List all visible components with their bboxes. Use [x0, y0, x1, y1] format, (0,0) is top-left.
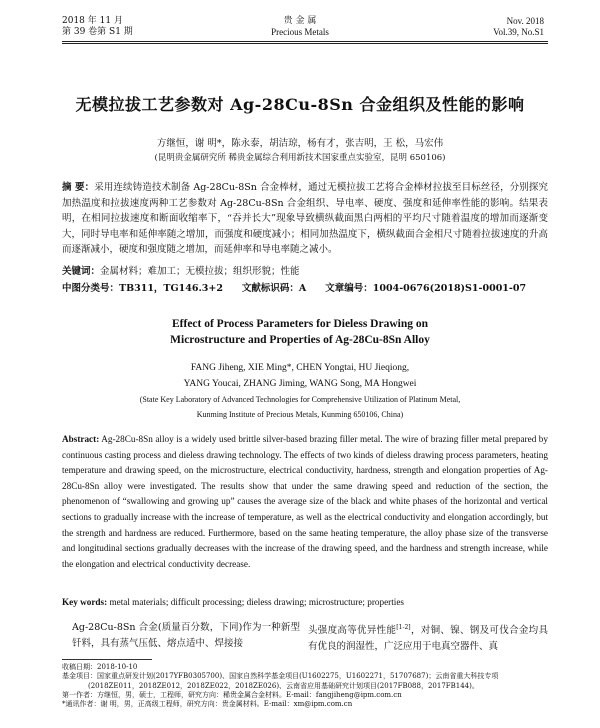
- footnote-first-author: 第一作者：方继恒，男，硕士，工程师，研究方向：稀贵金属合金材料。E-mail：fangjiheng@ipm.com.cn: [62, 690, 402, 699]
- footnote-corresponding-author: *通讯作者：谢 明，男，正高级工程师，研究方向：贵金属材料。E-mail：xm@ipm.com.cn: [62, 700, 353, 709]
- paper-title-en-line2: Microstructure and Properties of Ag-28Cu-8Sn Alloy: [170, 334, 430, 346]
- footnotes: [62, 663, 548, 709]
- citation-ref[interactable]: [1-2]: [396, 624, 411, 631]
- affiliation-en-line1: (State Key Laboratory of Advanced Technologies for Comprehensive Utilization of Platinum Metal,: [139, 395, 461, 404]
- header-volume-en: Vol.39, No.S1: [493, 27, 544, 37]
- affiliation-cn: (昆明贵金属研究所 稀贵金属综合利用新技术国家重点实验室，昆明 650106): [154, 153, 446, 163]
- keywords-label-cn: 关键词：: [62, 266, 101, 277]
- paper-title-en-line1: Effect of Process Parameters for Dieless Drawing on: [171, 318, 428, 330]
- abstract-label-cn: 摘 要：: [62, 182, 95, 193]
- body-right-text-b: ，对铜、镍、钢及可伐合金均具有优良的润湿性，广泛应用于电真空器件、真: [308, 625, 548, 653]
- body-column-right: [308, 620, 548, 655]
- abstract-en: [62, 432, 548, 572]
- author-list-en: [0, 360, 600, 392]
- paper-title-en: [0, 316, 600, 348]
- keywords-cn: [62, 264, 548, 280]
- body-column-left: Ag-28Cu-8Sn 合金(质量百分数，下同)作为一种新型钎料，具有蒸气压低、熔点适中、焊接接: [72, 622, 300, 649]
- header-date-cn: 2018 年 11 月: [62, 16, 123, 26]
- header-rule: [62, 41, 548, 42]
- abstract-text-cn: 采用连续铸造技术制备 Ag-28Cu-8Sn 合金棒材，通过无模拉拔工艺将合金棒材拉拔至目标丝径，分别探究加热温度和拉拔速度两种工艺参数对 Ag-28Cu-8Sn 合金组织、导电率、硬度、强度和延伸率性能的影响。结果表明，在相同拉拔速度和断面收缩率下，“吞并长大”现象导致横纵截面黑白两相的平均尺寸随着温度的增加而逐渐变大，同时导电率和延伸率随之增加，而强度和硬度减小；相同加热温度下，横纵截面合金相尺寸随着拉拔速度的升高而逐渐减小，硬度和强度随之增加，而延伸率和导电率随之减小。: [62, 182, 548, 255]
- keywords-en: [62, 595, 548, 611]
- affiliation-en: [0, 392, 600, 422]
- footnote-funding-cont: (2018ZE011，2018ZE012，2018ZE022，2018ZE026)、云南省应用基础研究计划项目(2017FB088，2017FB144)。: [88, 681, 479, 690]
- keywords-text-en: metal materials; difficult processing; dieless drawing; microstructure; properties: [109, 597, 404, 607]
- abstract-text-en: Ag-28Cu-8Sn alloy is a widely used brittle silver-based brazing filler metal. The wire of brazing filler metal prepared by continuous casting process and dieless drawing technology. The effects of two kinds of dieless drawing process parameters, heating temperature and drawing speed, on the microstructure, electrical conductivity, hardness, strength and elongation properties of Ag-28Cu-8Sn alloy were investigated. The results show that under the same drawing speed and reduction of the section, the phenomenon of “swallowing and growing up” causes the average size of the black and white phases of the horizontal and vertical sections to gradually increase with the increase of temperature, as well as the electrical conductivity and elongation accordingly, but the strength and hardness are reduced. Furthermore, based on the same heating temperature, the alloy phase size of the transverse and longitudinal sections gradually decreases with the increase of the drawing speed, and the hardness and strength increase, while the elongation and electrical conductivity decrease.: [62, 434, 548, 569]
- author-list-en-line2: YANG Youcai, ZHANG Jiming, WANG Song, MA Hongwei: [183, 379, 417, 389]
- footnote-funding: 基金项目：国家重点研发计划(2017YFB0305700)、国家自然科学基金项目(U1602275，U1602271，51707687)；云南省重大科技专项: [62, 672, 499, 681]
- abstract-label-en: Abstract:: [62, 434, 100, 444]
- author-list-cn: 方继恒，谢 明*，陈永泰，胡洁琼，杨有才，张吉明，王 松，马宏伟: [156, 138, 444, 149]
- body-right-text-a: 头强度高等优异性能: [308, 625, 397, 637]
- header-journal-cn: 贵 金 属: [283, 16, 317, 26]
- footnote-rule: [62, 659, 152, 660]
- header-issue-info-en: [493, 16, 544, 38]
- paper-title-cn: 无模拉拔工艺参数对 Ag-28Cu-8Sn 合金组织及性能的影响: [75, 95, 525, 114]
- classification-line: 中图分类号：TB311，TG146.3+2 文献标识码：A 文章编号：1004-0676(2018)S1-0001-07: [62, 283, 527, 294]
- affiliation-en-line2: Kunming Institute of Precious Metals, Kunming 650106, China): [196, 410, 404, 419]
- keywords-text-cn: 金属材料；难加工；无模拉拔；组织形貌；性能: [100, 266, 300, 277]
- header-volume-cn: 第 39 卷第 S1 期: [62, 27, 133, 37]
- author-list-en-line1: FANG Jiheng, XIE Ming*, CHEN Yongtai, HU Jieqiong,: [190, 363, 410, 373]
- footnote-received-date: 收稿日期：2018-10-10: [62, 663, 138, 671]
- header-date-en: Nov. 2018: [506, 16, 544, 26]
- header-journal-en: Precious Metals: [271, 27, 329, 37]
- header-rule-secondary: [62, 43, 548, 44]
- abstract-cn: [62, 180, 548, 258]
- keywords-label-en: Key words:: [62, 597, 108, 607]
